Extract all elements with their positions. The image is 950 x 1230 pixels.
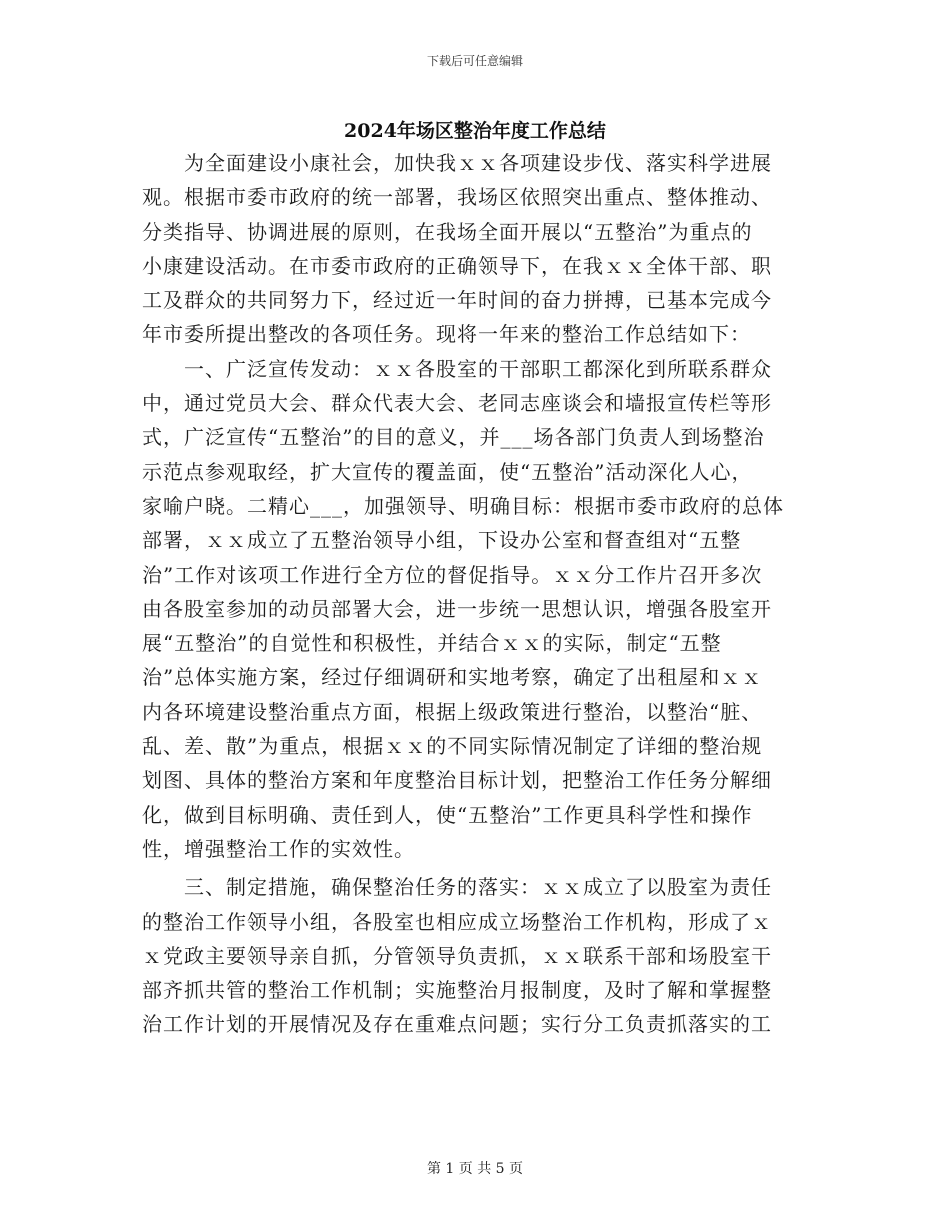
document-body (142, 146, 808, 1042)
text-line: 划图、具体的整治方案和年度整治目标计划，把整治工作任务分解细 (142, 768, 772, 793)
text-line: 性，增强整治工作的实效性。 (142, 836, 415, 861)
text-line: 部署，ｘｘ成立了五整治领导小组，下设办公室和督查组对“五整 (142, 528, 742, 553)
page-footer: 第 1 页 共 5 页 (426, 1161, 524, 1177)
text-line: 示范点参观取经，扩大宣传的覆盖面，使“五整治”活动深化人心， (142, 459, 753, 484)
text-line: 分类指导、协调进展的原则，在我场全面开展以“五整治”为重点的 (142, 219, 753, 244)
text-line: 化，做到目标明确、责任到人，使“五整治”工作更具科学性和操作 (142, 802, 753, 827)
text-line: 家喻户晓。二精心___，加强领导、明确目标：根据市委市政府的总体 (142, 493, 784, 518)
text-line: ｘ党政主要领导亲自抓，分管领导负责抓，ｘｘ联系干部和场股室干 (142, 943, 772, 968)
text-line: 由各股室参加的动员部署大会，进一步统一思想认识，增强各股室开 (142, 596, 772, 621)
text-line: 年市委所提出整改的各项任务。现将一年来的整治工作总结如下： (142, 322, 751, 347)
text-line: 一、广泛宣传发动：ｘｘ各股室的干部职工都深化到所联系群众 (142, 356, 772, 381)
text-line: 小康建设活动。在市委市政府的正确领导下，在我ｘｘ全体干部、职 (142, 253, 772, 278)
text-line: 内各环境建设整治重点方面，根据上级政策进行整治，以整治“脏、 (142, 699, 763, 724)
text-line: 部齐抓共管的整治工作机制；实施整治月报制度，及时了解和掌握整 (142, 978, 772, 1003)
text-line: 治工作计划的开展情况及存在重难点问题；实行分工负责抓落实的工 (142, 1012, 772, 1037)
document-title: 2024年场区整治年度工作总结 (344, 120, 606, 142)
text-line: 展“五整治”的自觉性和积极性，并结合ｘｘ的实际，制定“五整 (142, 631, 722, 656)
paragraph-group-b (142, 870, 808, 1041)
paragraph-group-a (142, 146, 808, 866)
text-line: 观。根据市委市政府的统一部署，我场区依照突出重点、整体推动、 (142, 185, 772, 210)
text-line: 为全面建设小康社会，加快我ｘｘ各项建设步伐、落实科学进展 (142, 151, 772, 175)
text-line: 工及群众的共同努力下，经过近一年时间的奋力拼搏，已基本完成今 (142, 288, 772, 313)
text-line: 式，广泛宣传“五整治”的目的意义，并___场各部门负责人到场整治 (142, 425, 765, 450)
text-line: 的整治工作领导小组，各股室也相应成立场整治工作机构，形成了ｘ (142, 909, 772, 934)
text-line: 中，通过党员大会、群众代表大会、老同志座谈会和墙报宣传栏等形 (142, 391, 772, 416)
text-line: 治”总体实施方案，经过仔细调研和实地考察，确定了出租屋和ｘｘ (142, 665, 763, 690)
text-line: 治”工作对该项工作进行全方位的督促指导。ｘｘ分工作片召开多次 (142, 562, 763, 587)
text-line: 三、制定措施，确保整治任务的落实：ｘｘ成立了以股室为责任 (142, 875, 772, 900)
page-header-note: 下载后可任意编辑 (426, 54, 523, 68)
text-line: 乱、差、散”为重点，根据ｘｘ的不同实际情况制定了详细的整治规 (142, 734, 763, 759)
